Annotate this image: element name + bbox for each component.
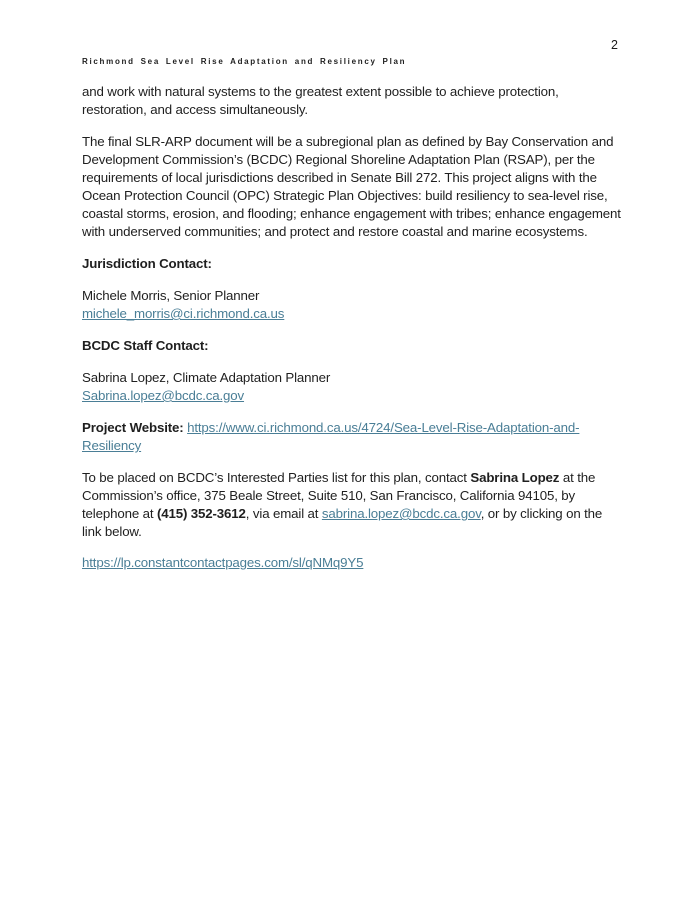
interested-parties-contact-name: Sabrina Lopez: [470, 470, 560, 485]
bcdc-staff-contact-email-link[interactable]: Sabrina.lopez@bcdc.ca.gov: [82, 388, 245, 403]
jurisdiction-contact-name: Michele Morris, Senior Planner: [82, 288, 260, 303]
paragraph-intro: and work with natural systems to the greatest extent possible to achieve protection, restoration, and access simultaneously.: [82, 84, 559, 117]
interested-parties-text-4: , or by clicking on the link below.: [82, 506, 603, 539]
project-website-label: Project Website:: [82, 420, 188, 435]
jurisdiction-contact-email-link[interactable]: michele_morris@ci.richmond.ca.us: [82, 306, 285, 321]
interested-parties-text-2: at the Commission’s office, 375 Beale Street, Suite 510, San Francisco, California 94105, by telephone at: [82, 470, 596, 521]
constant-contact-signup-link[interactable]: https://lp.constantcontactpages.com/sl/qNMq9Y5: [82, 555, 364, 570]
project-website-line: [82, 419, 622, 455]
document-page: [82, 57, 622, 572]
bcdc-staff-contact-name: Sabrina Lopez, Climate Adaptation Planner: [82, 370, 331, 385]
paragraph-plan-description: The final SLR-ARP document will be a subregional plan as defined by Bay Conservation and Development Commission’s (BCDC) Regional Shoreline Adaptation Plan (RSAP), per the requirements of local jurisdictions described in Senate Bill 272. This project aligns with the Ocean Protection Council (OPC) Strategic Plan Objectives: build resiliency to sea-level rise, coastal storms, erosion, and flooding; enhance engagement with tribes; enhance engagement with underserved communities; and protect and restore coastal and marine ecosystems.: [82, 134, 621, 239]
interested-parties-text-1: To be placed on BCDC’s Interested Parties list for this plan, contact: [82, 470, 471, 485]
interested-parties-paragraph: [82, 469, 622, 541]
running-header: Richmond Sea Level Rise Adaptation and Resiliency Plan: [82, 57, 407, 66]
interested-parties-email-link[interactable]: sabrina.lopez@bcdc.ca.gov: [321, 506, 481, 521]
project-website-link[interactable]: https://www.ci.richmond.ca.us/4724/Sea-Level-Rise-Adaptation-and-Resiliency: [82, 420, 580, 453]
jurisdiction-contact-heading: Jurisdiction Contact:: [82, 256, 212, 271]
signup-link-line: [82, 554, 622, 572]
interested-parties-phone: (415) 352-3612: [156, 506, 246, 521]
page-number: 2: [611, 38, 618, 52]
bcdc-staff-contact-block: [82, 369, 622, 405]
jurisdiction-contact-block: [82, 287, 622, 323]
interested-parties-text-3: , via email at: [245, 506, 322, 521]
bcdc-staff-contact-heading: BCDC Staff Contact:: [82, 338, 209, 353]
